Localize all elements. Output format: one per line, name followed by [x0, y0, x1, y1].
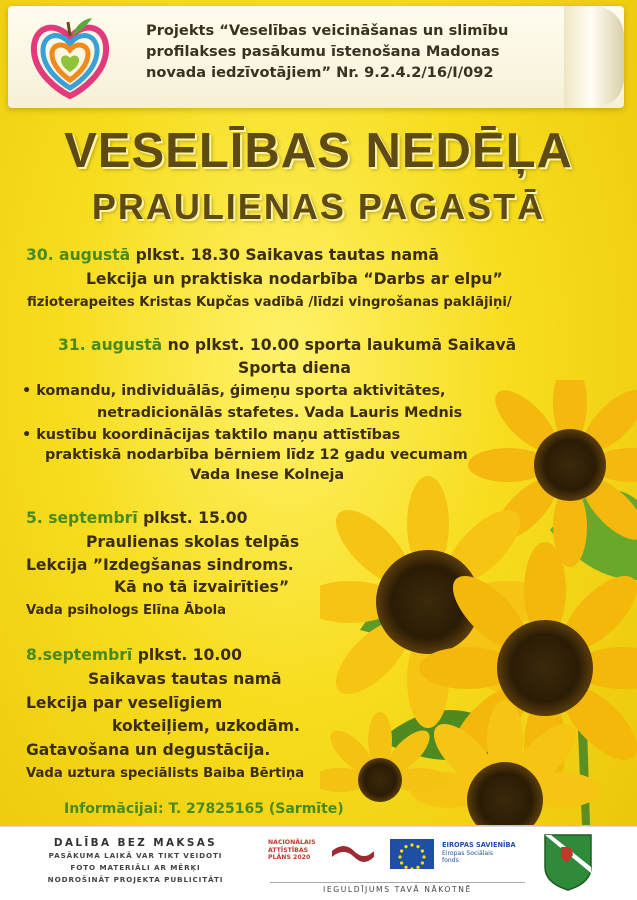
publicity-note-line: FOTO MATERIĀLI AR MĒRĶI	[70, 863, 201, 872]
event-date: 31. augustā	[58, 336, 163, 354]
event-line: • kustību koordinācijas taktilo maņu attīstības	[22, 427, 401, 443]
event-line: kokteiļiem, uzkodām.	[112, 717, 300, 735]
event-1-header	[26, 246, 439, 264]
eu-flag-icon	[390, 839, 434, 869]
nap-line: ATTĪSTĪBAS	[268, 846, 309, 854]
contact-info: Informācijai: T. 27825165 (Sarmīte)	[64, 801, 344, 817]
latvia-flag-wave-icon	[330, 841, 376, 867]
project-header	[8, 6, 624, 108]
national-plan-logo	[268, 839, 378, 879]
event-line: Lekcija un praktiska nodarbība “Darbs ar elpu”	[86, 270, 503, 288]
project-line: novada iedzīvotājiem” Nr. 9.2.4.2/16/I/092	[146, 64, 494, 81]
project-line: profilakses pasākumu īstenošana Madonas	[146, 43, 500, 60]
municipality-crest-icon	[543, 833, 593, 891]
eu-fund-line: fonds	[442, 857, 459, 864]
event-date: 5. septembrī	[26, 509, 138, 527]
subtitle: PRAULIENAS PAGASTĀ	[91, 186, 546, 227]
event-line: Vada psihologs Elīna Ābola	[26, 603, 227, 618]
free-participation-title: DALĪBA BEZ MAKSAS	[53, 837, 218, 849]
event-line: Lekcija par veselīgiem	[26, 694, 223, 712]
footer	[0, 826, 637, 900]
event-line: Gatavošana un degustācija.	[26, 741, 271, 759]
eu-fund-line: Eiropas Sociālais	[442, 850, 494, 857]
event-line: Vada Inese Kolneja	[190, 467, 345, 483]
publicity-note-line: PASĀKUMA LAIKĀ VAR TIKT VEIDOTI	[48, 851, 223, 860]
event-line: Vada uztura speciālists Baiba Bērtiņa	[26, 766, 305, 781]
event-time-place: plkst. 10.00	[132, 646, 243, 664]
event-line: Kā no tā izvairīties”	[114, 578, 290, 596]
event-3-header	[26, 509, 247, 527]
slogan: IEGULDĪJUMS TAVĀ NĀKOTNĒ	[270, 882, 525, 894]
publicity-note-line: NODROŠINĀT PROJEKTA PUBLICITĀTI	[47, 875, 224, 884]
event-line: Sporta diena	[238, 359, 351, 377]
event-time-place: plkst. 18.30 Saikavas tautas namā	[130, 246, 439, 264]
eu-title: EIROPAS SAVIENĪBA	[442, 841, 516, 849]
event-line: Saikavas tautas namā	[88, 670, 282, 688]
participation-note	[28, 837, 243, 885]
main-title: VESELĪBAS NEDĒĻA	[64, 124, 573, 178]
event-date: 8.septembrī	[26, 646, 133, 664]
nap-label	[268, 839, 328, 862]
event-line: fizioterapeites Kristas Kupčas vadībā /līdzi vingrošanas paklājiņi/	[27, 295, 512, 310]
project-line: Projekts “Veselības veicināšanas un slimību	[146, 22, 509, 39]
nap-line: NACIONĀLAIS	[268, 839, 316, 846]
event-line: netradicionālās stafetes. Vada Lauris Mednis	[97, 405, 463, 421]
nap-line: PLĀNS 2020	[268, 854, 311, 861]
event-line: Lekcija ”Izdegšanas sindroms.	[26, 556, 294, 574]
event-line: • komandu, individuālās, ģimeņu sporta aktivitātes,	[22, 383, 446, 399]
event-2-header	[58, 336, 516, 354]
eu-logo	[390, 839, 525, 873]
heart-apple-logo-icon	[28, 14, 112, 100]
event-line: Praulienas skolas telpās	[86, 533, 300, 551]
eu-fund	[442, 850, 522, 864]
event-date: 30. augustā	[26, 246, 131, 264]
project-description	[146, 20, 576, 83]
event-time-place: plkst. 15.00	[137, 509, 248, 527]
event-time-place: no plkst. 10.00 sporta laukumā Saikavā	[162, 336, 517, 354]
event-line: praktiskā nodarbība bērniem līdz 12 gadu vecumam	[45, 447, 468, 463]
event-4-header	[26, 646, 242, 664]
